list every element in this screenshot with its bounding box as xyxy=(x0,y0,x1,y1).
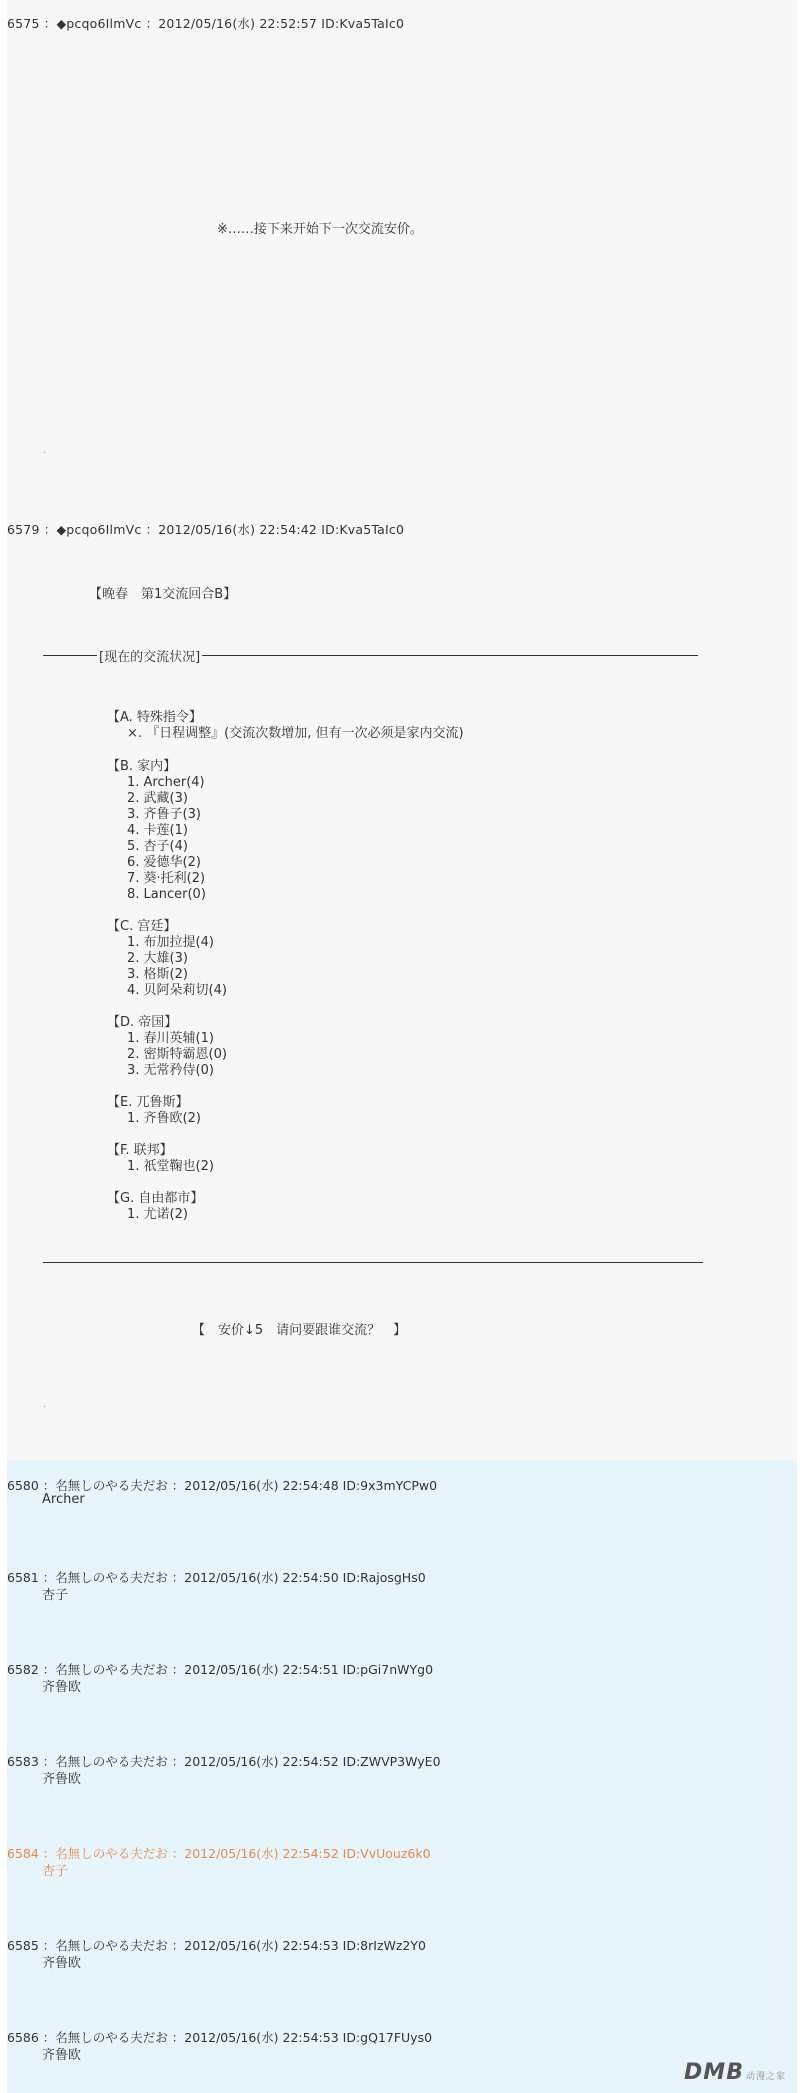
group-item: 2. 大雄(3) xyxy=(127,951,188,966)
reply-body-6582: 齐鲁欧 xyxy=(42,1680,82,1695)
group-item: 1. 齐鲁欧(2) xyxy=(127,1111,201,1126)
group-item: 6. 爱德华(2) xyxy=(127,855,201,870)
post-header-6575: 6575 ：◆pcqo6IlmVc ：2012/05/16(水) 22:52:57 ID:Kva5TaIc0 xyxy=(7,16,405,31)
group-item: 5. 杏子(4) xyxy=(127,839,188,854)
group-item: 1. 春川英辅(1) xyxy=(127,1031,214,1046)
watermark-logo-text: DMB xyxy=(684,2060,744,2085)
group-special xyxy=(107,710,464,742)
vote-question: 【 安价↓5 请问要跟谁交流？ 】 xyxy=(192,1323,407,1338)
reply-body-6584-highlighted: 杏子 xyxy=(42,1864,69,1879)
group-title: 【E. 兀鲁斯】 xyxy=(107,1095,189,1110)
group-court xyxy=(107,919,227,999)
group-family xyxy=(107,759,206,903)
group-item: 7. 葵·托利(2) xyxy=(127,871,206,886)
group-title: 【G. 自由都市】 xyxy=(107,1191,204,1206)
group-title: 【F. 联邦】 xyxy=(107,1143,173,1158)
group-item: 4. 贝阿朵莉切(4) xyxy=(127,983,227,998)
group-title: 【D. 帝国】 xyxy=(107,1015,178,1030)
reply-body-6581: 杏子 xyxy=(42,1588,69,1603)
group-title: 【B. 家内】 xyxy=(107,759,177,774)
group-empire xyxy=(107,1015,227,1079)
post-6579-dot: . xyxy=(43,1400,46,1410)
group-item: ×. 『日程调整』(交流次数增加, 但有一次必须是家内交流) xyxy=(127,726,464,741)
reply-body-6583: 齐鲁欧 xyxy=(42,1772,82,1787)
thread-page xyxy=(7,0,797,2093)
round-title: 【晚春 第1交流回合B】 xyxy=(89,587,237,602)
reply-header-6580: 6580 ：名無しのやる夫だお ：2012/05/16(水) 22:54:48 ID:9x3mYCPw0 xyxy=(7,1478,438,1493)
group-item: 1. 尤诺(2) xyxy=(127,1207,188,1222)
reply-header-6585: 6585 ：名無しのやる夫だお ：2012/05/16(水) 22:54:53 ID:8rIzWz2Y0 xyxy=(7,1938,426,1953)
group-item: 1. 布加拉提(4) xyxy=(127,935,214,950)
post-6575-dot: . xyxy=(43,446,46,456)
group-title: 【A. 特殊指令】 xyxy=(107,710,202,725)
reply-header-6584-highlighted: 6584 ：名無しのやる夫だお ：2012/05/16(水) 22:54:52 ID:VvUouz6k0 xyxy=(7,1846,431,1861)
group-title: 【C. 宫廷】 xyxy=(107,919,177,934)
post-header-6579: 6579 ：◆pcqo6IlmVc ：2012/05/16(水) 22:54:42 ID:Kva5TaIc0 xyxy=(7,522,405,537)
reply-body-6586: 齐鲁欧 xyxy=(42,2048,82,2063)
op-posts-area xyxy=(7,0,797,1460)
reply-header-6581: 6581 ：名無しのやる夫だお ：2012/05/16(水) 22:54:50 ID:RajosgHs0 xyxy=(7,1570,426,1585)
group-item: 3. 无常矜侍(0) xyxy=(127,1063,214,1078)
status-label: [现在的交流状况] xyxy=(97,646,202,665)
reply-body-6580: Archer xyxy=(42,1492,85,1507)
group-item: 4. 卡莲(1) xyxy=(127,823,188,838)
replies-area xyxy=(7,1460,797,2093)
watermark-sub-text: 动漫之家 xyxy=(745,2072,786,2082)
group-item: 2. 密斯特霸恩(0) xyxy=(127,1047,227,1062)
reply-body-6585: 齐鲁欧 xyxy=(42,1956,82,1971)
post-6575-line: ※……接下来开始下一次交流安价。 xyxy=(217,222,423,237)
reply-header-6586: 6586 ：名無しのやる夫だお ：2012/05/16(水) 22:54:53 ID:gQ17FUys0 xyxy=(7,2030,433,2045)
group-federation xyxy=(107,1143,214,1175)
group-free-city xyxy=(107,1191,203,1223)
group-item: 1. Archer(4) xyxy=(127,775,205,790)
group-item: 1. 祇堂鞠也(2) xyxy=(127,1159,214,1174)
group-item: 3. 齐鲁子(3) xyxy=(127,807,201,822)
group-item: 8. Lancer(0) xyxy=(127,887,206,902)
status-divider-bottom xyxy=(43,1262,703,1263)
group-item: 2. 武藏(3) xyxy=(127,791,188,806)
group-item: 3. 格斯(2) xyxy=(127,967,188,982)
reply-header-6582: 6582 ：名無しのやる夫だお ：2012/05/16(水) 22:54:51 ID:pGi7nWYg0 xyxy=(7,1662,434,1677)
group-ulus xyxy=(107,1095,201,1127)
site-watermark-logo xyxy=(684,2060,786,2085)
reply-header-6583: 6583 ：名無しのやる夫だお ：2012/05/16(水) 22:54:52 ID:ZWVP3WyE0 xyxy=(7,1754,441,1769)
